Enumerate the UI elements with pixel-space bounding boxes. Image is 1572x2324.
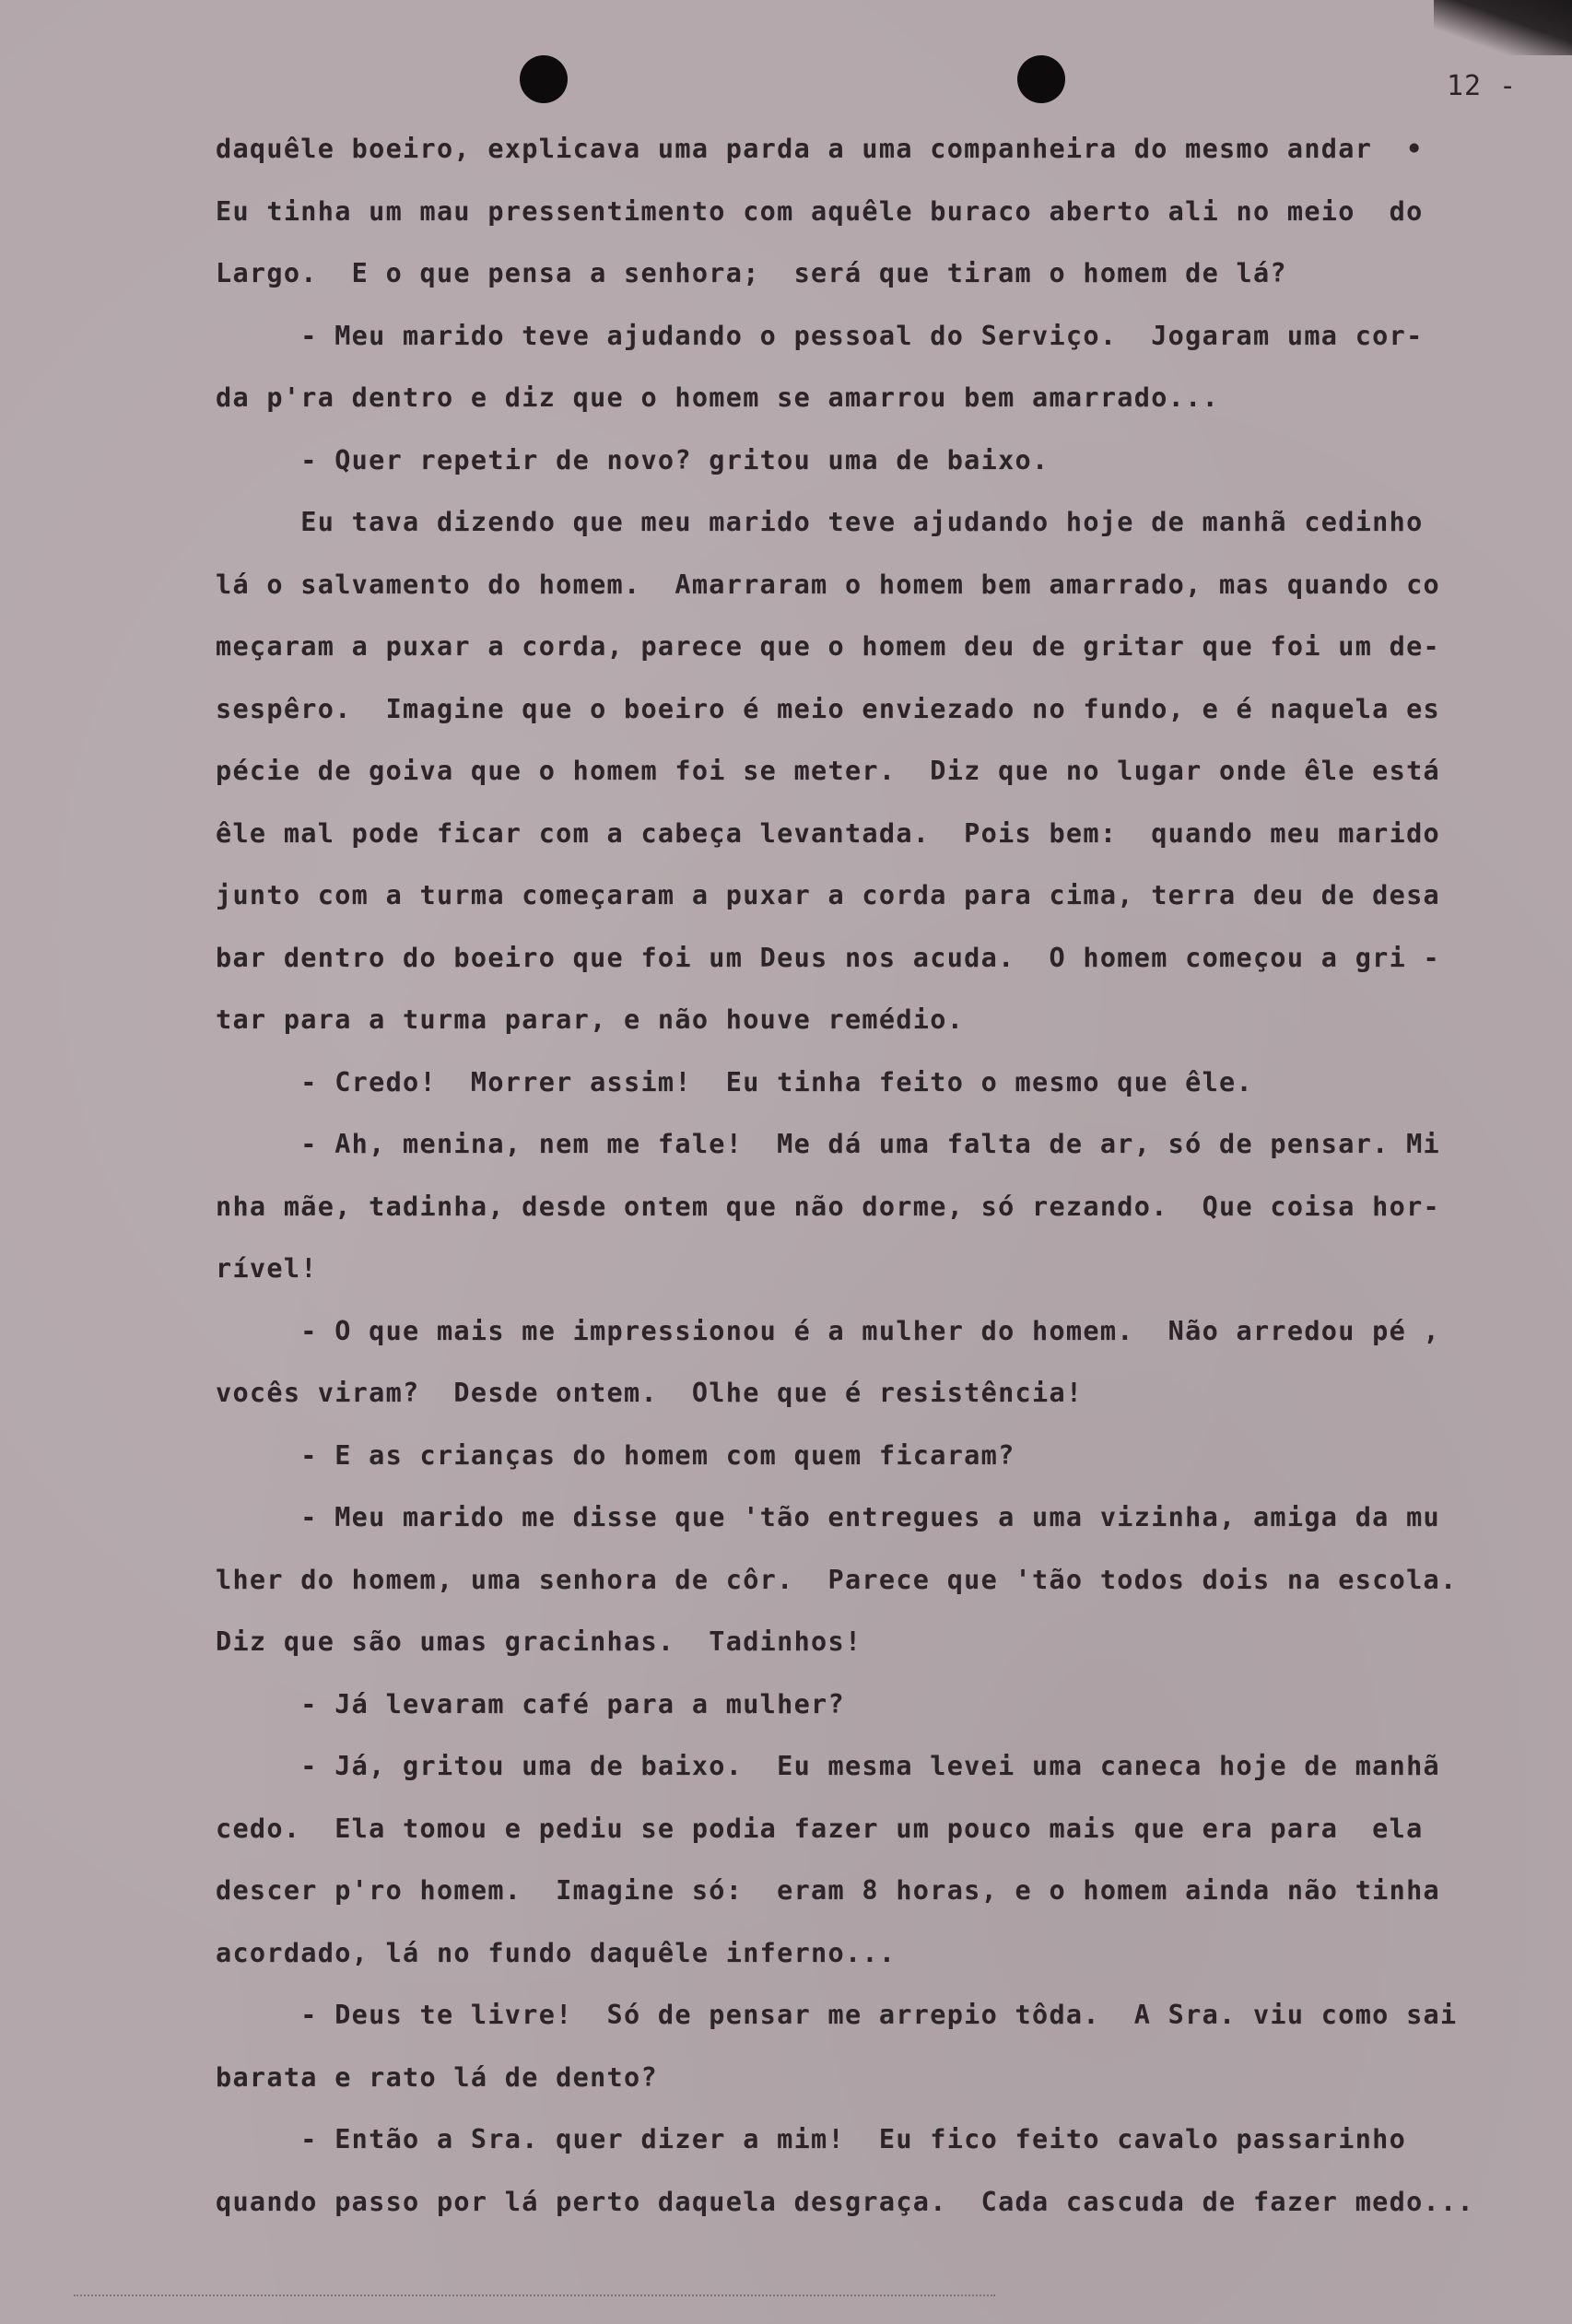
text-line: - Então a Sra. quer dizer a mim! Eu fico feito cavalo passarinho: [216, 2124, 1407, 2154]
text-line: êle mal pode ficar com a cabeça levantada. Pois bem: quando meu marido: [216, 817, 1441, 849]
text-line: pécie de goiva que o homem foi se meter. Diz que no lugar onde êle está: [216, 756, 1441, 786]
text-line: meçaram a puxar a corda, parece que o homem deu de gritar que foi um de-: [216, 631, 1441, 662]
text-line: bar dentro do boeiro que foi um Deus nos acuda. O homem começou a gri -: [216, 942, 1441, 973]
text-line: - Já, gritou uma de baixo. Eu mesma levei uma caneca hoje de manhã: [216, 1751, 1441, 1781]
text-line: nha mãe, tadinha, desde ontem que não dorme, só rezando. Que coisa hor-: [216, 1191, 1441, 1222]
text-line: - Já levaram café para a mulher?: [216, 1688, 845, 1720]
text-line: - Ah, menina, nem me fale! Me dá uma falta de ar, só de pensar. Mi: [216, 1129, 1441, 1159]
text-line: Largo. E o que pensa a senhora; será que tiram o homem de lá?: [216, 258, 1287, 288]
text-line: - O que mais me impressionou é a mulher do homem. Não arredou pé ,: [216, 1315, 1441, 1346]
text-body: [216, 127, 1561, 2242]
punch-hole-left: [520, 55, 568, 103]
punch-hole-right: [1017, 55, 1065, 103]
page-number: 12 -: [1447, 70, 1518, 102]
bottom-edge-marks: [74, 2295, 995, 2309]
folded-corner: [1434, 0, 1572, 55]
text-line: rível!: [216, 1253, 318, 1284]
text-line: barata e rato lá de dento?: [216, 2061, 658, 2093]
text-line: daquêle boeiro, explicava uma parda a uma companheira do mesmo andar •: [216, 134, 1424, 164]
text-line: lher do homem, uma senhora de côr. Parece que 'tão todos dois na escola.: [216, 1564, 1458, 1595]
text-line: - Meu marido me disse que 'tão entregues a uma vizinha, amiga da mu: [216, 1502, 1441, 1532]
text-line: Eu tava dizendo que meu marido teve ajudando hoje de manhã cedinho: [216, 507, 1424, 537]
text-line: quando passo por lá perto daquela desgraça. Cada cascuda de fazer medo...: [216, 2186, 1474, 2217]
text-line: - Deus te livre! Só de pensar me arrepio tôda. A Sra. viu como sai: [216, 2000, 1458, 2030]
text-line: da p'ra dentro e diz que o homem se amarrou bem amarrado...: [216, 382, 1220, 413]
text-line: junto com a turma começaram a puxar a corda para cima, terra deu de desa: [216, 880, 1441, 910]
text-line: Diz que são umas gracinhas. Tadinhos!: [216, 1626, 862, 1657]
text-line: sespêro. Imagine que o boeiro é meio enviezado no fundo, e é naquela es: [216, 693, 1441, 724]
text-line: lá o salvamento do homem. Amarraram o homem bem amarrado, mas quando co: [216, 569, 1441, 600]
text-line: - Quer repetir de novo? gritou uma de baixo.: [216, 444, 1050, 475]
text-line: descer p'ro homem. Imagine só: eram 8 horas, e o homem ainda não tinha: [216, 1875, 1441, 1906]
text-line: vocês viram? Desde ontem. Olhe que é resistência!: [216, 1378, 1084, 1408]
text-line: cedo. Ela tomou e pediu se podia fazer um pouco mais que era para ela: [216, 1813, 1424, 1844]
text-line: - Credo! Morrer assim! Eu tinha feito o mesmo que êle.: [216, 1066, 1253, 1097]
text-line: acordado, lá no fundo daquêle inferno...: [216, 1937, 897, 1968]
text-line: - E as crianças do homem com quem ficaram?: [216, 1439, 1015, 1471]
text-line: tar para a turma parar, e não houve remédio.: [216, 1004, 965, 1035]
text-line: Eu tinha um mau pressentimento com aquêle buraco aberto ali no meio do: [216, 195, 1424, 227]
text-line: - Meu marido teve ajudando o pessoal do Serviço. Jogaram uma cor-: [216, 320, 1424, 351]
